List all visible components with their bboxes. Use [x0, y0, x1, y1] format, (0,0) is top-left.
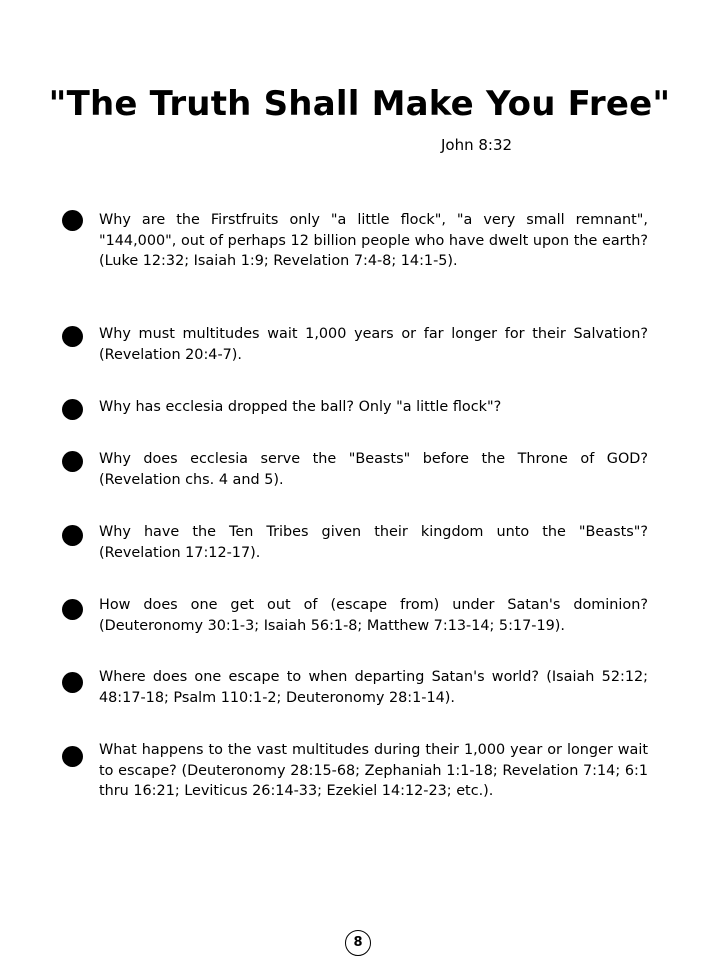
- page-number-badge: 8: [345, 930, 371, 956]
- question-text: Why must multitudes wait 1,000 years or far longer for their Salvation? (Revelation 20:4-7).: [99, 326, 648, 363]
- bullet-icon: [62, 599, 83, 620]
- question-item-8: [62, 740, 648, 802]
- bullet-icon: [62, 210, 83, 231]
- question-item-2: [62, 324, 648, 365]
- bullet-icon: [62, 326, 83, 347]
- bullet-icon: [62, 672, 83, 693]
- question-item-3: [62, 397, 648, 418]
- question-text: Where does one escape to when departing Satan's world? (Isaiah 52:12; 48:17-18; Psalm 110:1-2; Deuteronomy 28:1-14).: [99, 669, 648, 706]
- question-text: Why are the Firstfruits only "a little flock", "a very small remnant", "144,000", out of perhaps 12 billion people who have dwelt upon the earth? (Luke 12:32; Isaiah 1:9; Revelation 7:4-8; 14:1-5).: [99, 212, 648, 270]
- bullet-icon: [62, 399, 83, 420]
- page-title: "The Truth Shall Make You Free": [48, 84, 671, 124]
- scripture-reference: John 8:32: [441, 136, 513, 154]
- question-text: Why have the Ten Tribes given their kingdom unto the "Beasts"? (Revelation 17:12-17).: [99, 524, 648, 561]
- question-item-5: [62, 522, 648, 563]
- question-text: Why has ecclesia dropped the ball? Only "a little flock"?: [99, 399, 502, 415]
- bullet-icon: [62, 746, 83, 767]
- question-text: What happens to the vast multitudes during their 1,000 year or longer wait to escape? (Deuteronomy 28:15-68; Zephaniah 1:1-18; Revelation 7:14; 6:1 thru 16:21; Leviticus 26:14-33; Ezekiel 14:12-23; etc.).: [99, 742, 648, 800]
- bullet-icon: [62, 525, 83, 546]
- bullet-icon: [62, 451, 83, 472]
- question-item-4: [62, 449, 648, 490]
- question-text: Why does ecclesia serve the "Beasts" before the Throne of GOD? (Revelation chs. 4 and 5).: [99, 451, 648, 488]
- question-item-1: [62, 210, 648, 272]
- question-item-6: [62, 595, 648, 636]
- question-text: How does one get out of (escape from) under Satan's dominion? (Deuteronomy 30:1-3; Isaiah 56:1-8; Matthew 7:13-14; 5:17-19).: [99, 597, 648, 634]
- question-item-7: [62, 667, 648, 708]
